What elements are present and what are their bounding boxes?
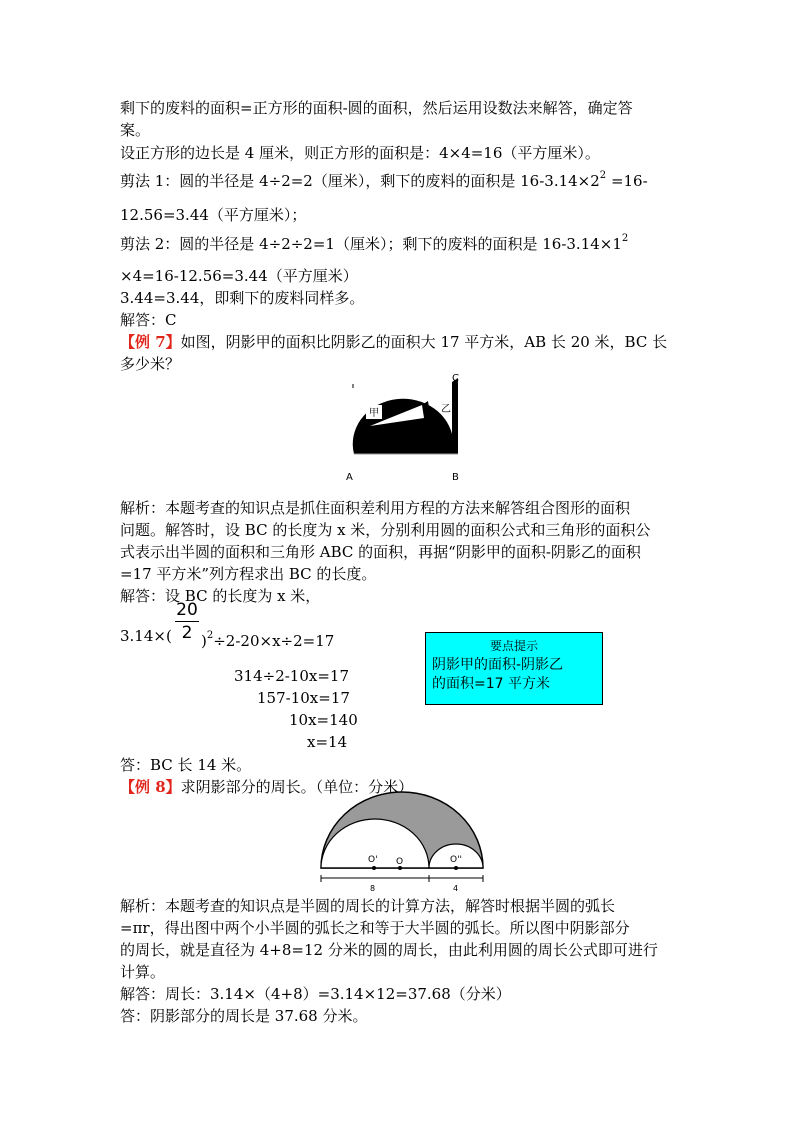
text-line bbox=[120, 229, 628, 254]
label-8: 8 bbox=[370, 884, 376, 893]
key-point-title: 要点提示 bbox=[489, 639, 538, 653]
label-o-double-prime: O'' bbox=[450, 855, 463, 865]
example-7-question bbox=[120, 332, 667, 352]
text-fragment: 如图，阴影甲的面积比阴影乙的面积大 17 平方米，AB 长 20 米，BC 长 bbox=[180, 333, 668, 351]
text-line: 设正方形的边长是 4 厘米，则正方形的面积是：4×4=16（平方厘米）。 bbox=[120, 144, 600, 162]
example-8-tag: 【例 8】 bbox=[120, 778, 181, 796]
text-line: 解答：C bbox=[120, 311, 177, 329]
label-jia: 甲 bbox=[369, 408, 379, 419]
text-line: 解析：本题考查的知识点是抓住面积差利用方程的方法来解答组合图形的面积 bbox=[120, 499, 631, 517]
example-7-answer: 答：BC 长 14 米。 bbox=[120, 756, 252, 774]
text-line: 剩下的废料的面积=正方形的面积-圆的面积，然后运用设数法来解答，确定答 bbox=[120, 99, 633, 117]
text-fragment: 求阴影部分的周长。（单位：分米） bbox=[180, 778, 414, 796]
text-line: 解答：周长：3.14×（4+8）=3.14×12=37.68（分米） bbox=[120, 985, 511, 1003]
text-line: =πr，得出图中两个小半圆的弧长之和等于大半圆的弧长。所以图中阴影部分 bbox=[120, 919, 630, 937]
text-line: 的周长，就是直径为 4+8=12 分米的圆的周长，由此利用圆的周长公式即可进行 bbox=[120, 941, 658, 959]
superscript: 2 bbox=[206, 630, 214, 641]
text-fragment: 剪法 2：圆的半径是 4÷2÷2=1（厘米）；剩下的废料的面积是 16-3.14×1 bbox=[120, 235, 622, 253]
equation-prefix: 3.14×( bbox=[120, 627, 172, 645]
key-point-line: 阴影甲的面积-阴影乙 bbox=[432, 657, 564, 673]
superscript: 2 bbox=[621, 233, 629, 244]
text-line: 多少米？ bbox=[120, 355, 181, 373]
fraction bbox=[175, 600, 199, 643]
text-fragment: ) bbox=[201, 632, 207, 650]
label-c: C bbox=[452, 373, 459, 384]
label-4: 4 bbox=[453, 884, 459, 893]
text-line: 式表示出半圆的面积和三角形 ABC 的面积，再据“阴影甲的面积-阴影乙的面积 bbox=[120, 543, 641, 561]
text-line: 解析：本题考查的知识点是半圆的周长的计算方法，解答时根据半圆的弧长 bbox=[120, 897, 616, 915]
example-7-tag: 【例 7】 bbox=[120, 333, 181, 351]
text-line: 答：阴影部分的周长是 37.68 分米。 bbox=[120, 1007, 368, 1025]
label-o-prime: O' bbox=[368, 855, 378, 865]
label-b: B bbox=[452, 472, 459, 483]
equation-step: 10x=140 bbox=[289, 711, 358, 729]
equation-main bbox=[201, 626, 334, 651]
equation-step: 314÷2-10x=17 bbox=[234, 667, 350, 685]
text-line: 问题。解答时，设 BC 的长度为 x 米，分别利用圆的面积公式和三角形的面积公 bbox=[120, 521, 651, 539]
example-7-figure bbox=[340, 368, 470, 488]
label-o: O bbox=[396, 857, 404, 867]
label-yi: 乙 bbox=[441, 404, 451, 415]
text-line: 3.44=3.44，即剩下的废料同样多。 bbox=[120, 289, 365, 307]
text-line: ×4=16-12.56=3.44（平方厘米） bbox=[120, 267, 358, 285]
text-line: 解答：设 BC 的长度为 x 米， bbox=[120, 587, 321, 605]
fraction-numerator: 20 bbox=[176, 600, 198, 620]
equation-step: x=14 bbox=[307, 733, 348, 751]
key-point-line: 的面积=17 平方米 bbox=[432, 676, 550, 692]
fraction-denominator: 2 bbox=[181, 623, 193, 643]
text-line: 计算。 bbox=[120, 963, 166, 981]
text-line: 案。 bbox=[120, 121, 151, 139]
text-line bbox=[120, 166, 648, 191]
text-line: =17 平方米”列方程求出 BC 的长度。 bbox=[120, 565, 377, 583]
example-8-figure bbox=[312, 780, 492, 895]
text-fragment: 剪法 1：圆的半径是 4÷2=2（厘米），剩下的废料的面积是 16-3.14×2 bbox=[120, 172, 600, 190]
text-fragment: ÷2-20×x÷2=17 bbox=[213, 632, 335, 650]
text-line: 12.56=3.44（平方厘米）； bbox=[120, 206, 307, 224]
label-a: A bbox=[346, 472, 353, 483]
superscript: 2 bbox=[599, 170, 607, 181]
key-point-box bbox=[425, 632, 603, 705]
equation-step: 157-10x=17 bbox=[257, 689, 350, 707]
text-fragment: =16- bbox=[606, 172, 648, 190]
